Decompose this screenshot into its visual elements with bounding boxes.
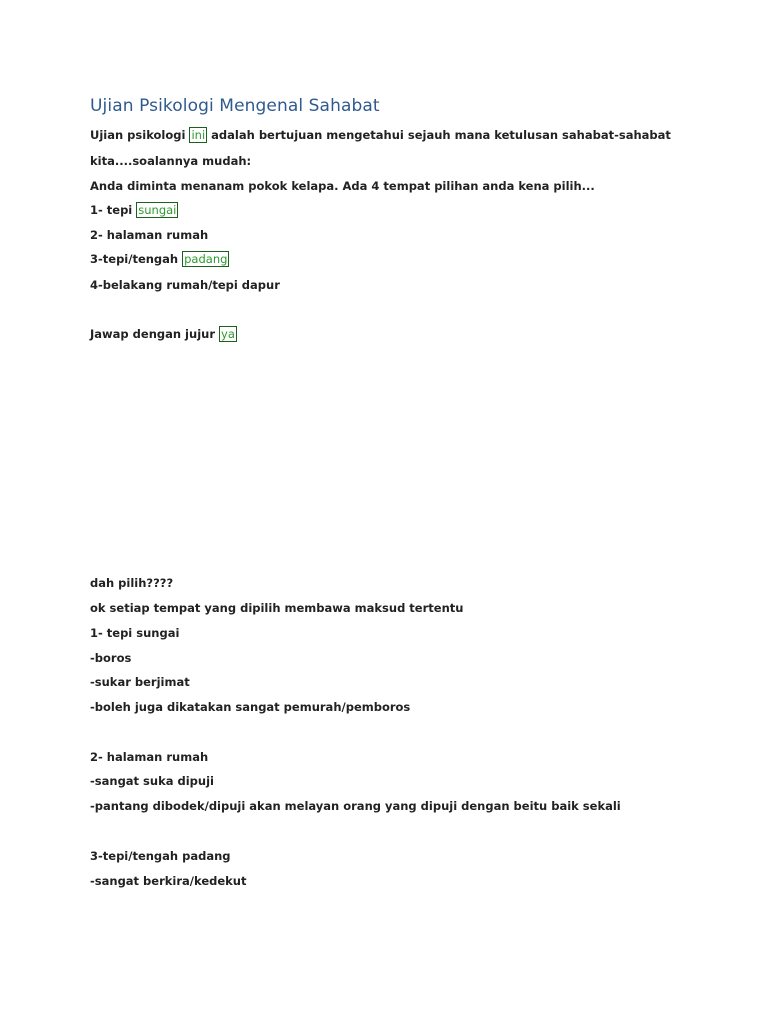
intro-line-3: Anda diminta menanam pokok kelapa. Ada 4 tempat pilihan anda kena pilih... <box>90 179 595 193</box>
answers-line-2: ok setiap tempat yang dipilih membawa maksud tertentu <box>90 601 464 615</box>
intro-text-a: Ujian psikologi <box>90 128 186 142</box>
prompt-line <box>90 326 237 342</box>
prompt-text: Jawap dengan jujur <box>90 327 215 341</box>
option-1 <box>90 202 178 218</box>
answer-2-heading: 2- halaman rumah <box>90 750 209 764</box>
answer-2-item-1: -sangat suka dipuji <box>90 774 214 788</box>
link-ini[interactable]: ini <box>191 128 206 142</box>
link-padang[interactable]: padang <box>184 252 228 266</box>
option-3-text: 3-tepi/tengah <box>90 252 179 266</box>
link-sungai[interactable]: sungai <box>138 203 177 217</box>
intro-text-b: adalah bertujuan mengetahui sejauh mana ketulusan sahabat-sahabat <box>211 128 671 142</box>
answer-2-item-2: -pantang dibodek/dipuji akan melayan orang yang dipuji dengan beitu baik sekali <box>90 799 621 813</box>
intro-line-2: kita....soalannya mudah: <box>90 154 252 168</box>
option-1-text: 1- tepi <box>90 203 133 217</box>
answer-3-heading: 3-tepi/tengah padang <box>90 849 231 863</box>
answer-1-item-3: -boleh juga dikatakan sangat pemurah/pemboros <box>90 700 411 714</box>
answer-1-item-1: -boros <box>90 651 132 665</box>
answer-1-item-2: -sukar berjimat <box>90 675 190 689</box>
answers-line-1: dah pilih???? <box>90 576 174 590</box>
answer-1-heading: 1- tepi sungai <box>90 626 180 640</box>
option-3 <box>90 251 229 267</box>
answer-3-item-1: -sangat berkira/kedekut <box>90 874 247 888</box>
page-title: Ujian Psikologi Mengenal Sahabat <box>90 96 380 116</box>
intro-line-1 <box>90 127 671 143</box>
link-ya[interactable]: ya <box>221 327 235 341</box>
option-2: 2- halaman rumah <box>90 228 209 242</box>
option-4: 4-belakang rumah/tepi dapur <box>90 278 280 292</box>
